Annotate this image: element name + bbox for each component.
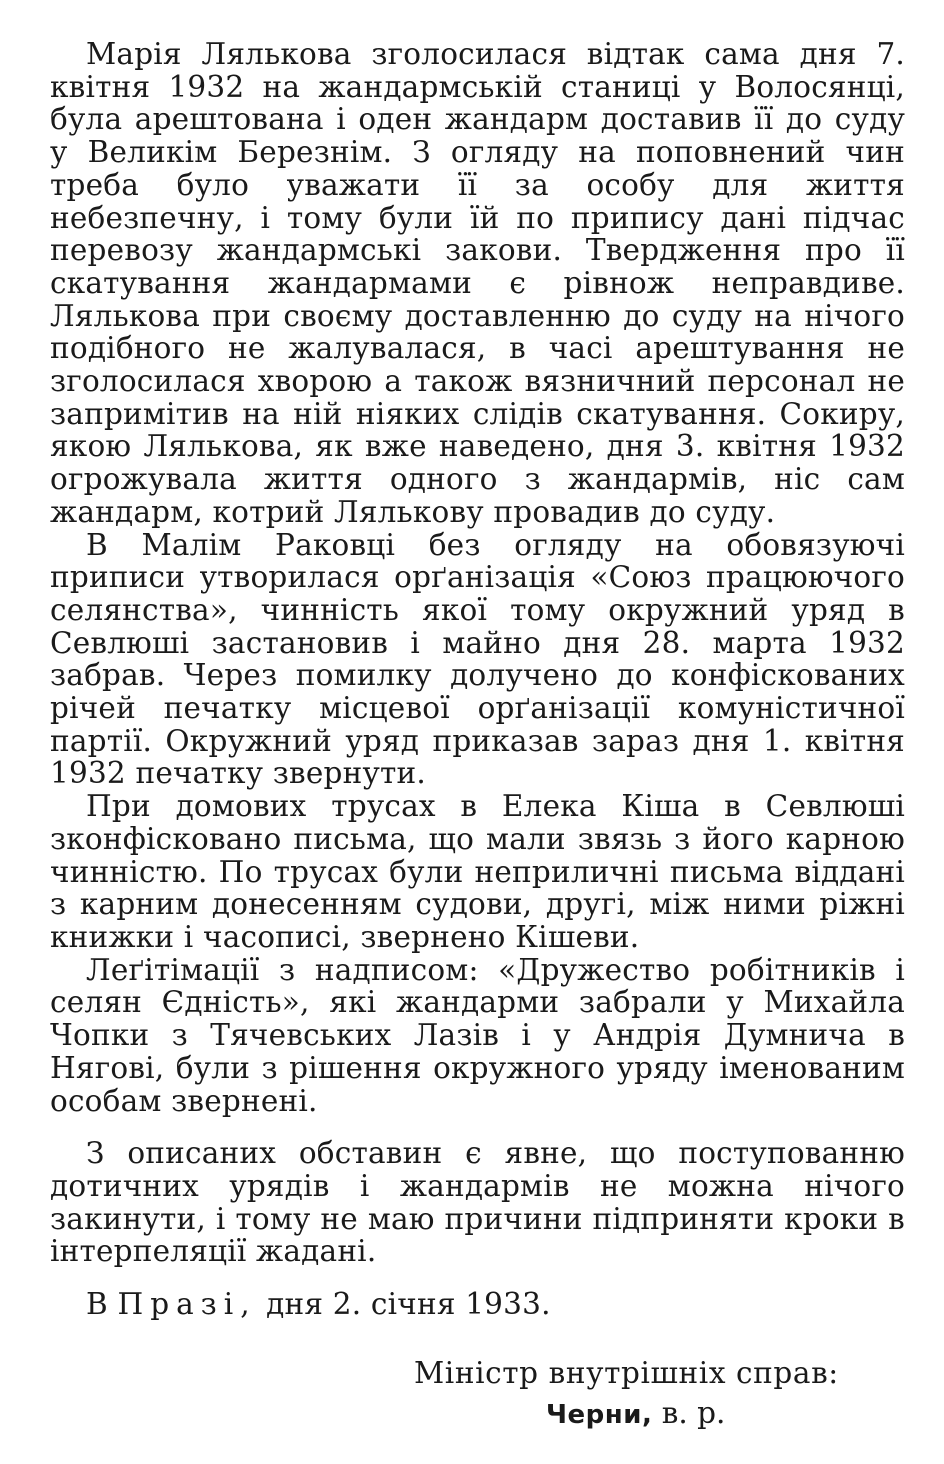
signature-block <box>414 1356 894 1432</box>
paragraph-spacer <box>50 1268 905 1288</box>
paragraph-4: Леґітімації з надписом: «Дружество робітників і селян Єдність», які жандарми забрали у Михайла Чопки з Тячевських Лазів і у Андрія Думнича в Нягові, були з рішення окружного уряду іменованим особам звернені. <box>50 952 905 1118</box>
paragraph-spacer <box>50 1117 905 1137</box>
signatory-suffix: в. р. <box>661 1396 726 1430</box>
paragraph-3: При домових трусах в Елека Кіша в Севлюші зконфісковано письма, що мали звязь з його карною чинністю. По трусах були неприличні письма віддані з карним донесенням судови, другі, між ними ріжні книжки і часописі, звернено Кішеви. <box>50 789 905 954</box>
signatory-line <box>546 1396 894 1432</box>
paragraph-5: З описаних обставин є явне, що поступованню дотичних урядів і жандармів не можна нічого закинути, і тому не маю причини підприняти кроки в інтерпеляції жадані. <box>50 1136 905 1269</box>
signatory-name: Черни, <box>546 1400 653 1430</box>
place-prefix: В <box>86 1287 108 1322</box>
place-city: Празі, <box>117 1287 257 1322</box>
document-date: дня 2. січня 1933. <box>266 1287 551 1322</box>
place-date-line <box>50 1288 905 1321</box>
document-body <box>50 38 905 1321</box>
paragraph-1: Марія Лялькова зголосилася відтак сама дня 7. квітня 1932 на жандармській станиці у Волосянці, була арештована і оден жандарм доставив її до суду у Великім Березнім. З огляду на поповнений чин треба було уважати її за особу для життя небезпечну, і тому були їй по припису дані підчас перевозу жандармські закови. Твердження про її скатування жандармами є рівнож неправдиве. Лялькова при своєму доставленню до суду на нічого подібного не жалувалася, в часі арештування не зголосилася хворою а також вязничний персонал не запримітив на ній ніяких слідів скатування. Сокиру, якою Лялькова, як вже наведено, дня 3. квітня 1932 огрожувала життя одного з жандармів, ніс сам жандарм, котрий Лялькову провадив до суду. <box>50 37 905 529</box>
signatory-title: Міністр внутрішніх справ: <box>414 1356 839 1390</box>
paragraph-2: В Малім Раковці без огляду на обовязуючі приписи утворилася орґанізація «Союз працюючого селянства», чинність якої тому окружний уряд в Севлюші застановив і майно дня 28. марта 1932 забрав. Через помилку долучено до конфіскованих річей печатку місцевої орґанізації комуністичної партії. Окружний уряд приказав зараз дня 1. квітня 1932 печатку звернути. <box>50 527 905 791</box>
